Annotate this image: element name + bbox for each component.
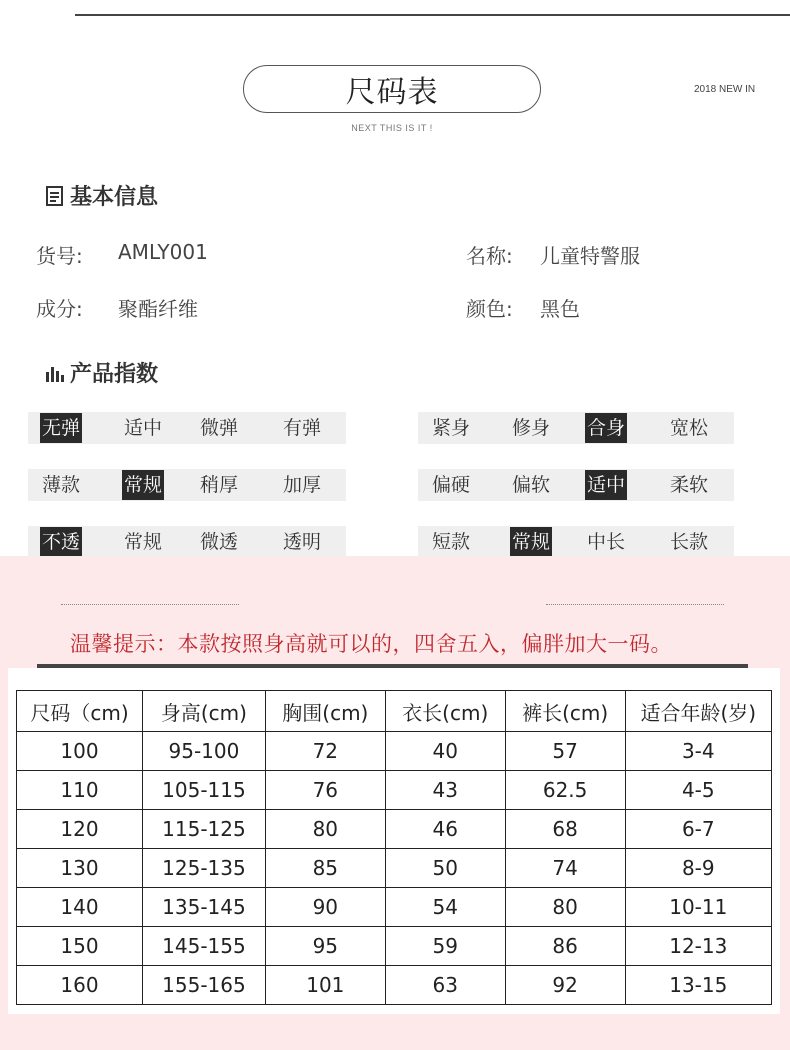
- cell-height: 145-155: [143, 927, 266, 966]
- cell-top-length: 63: [385, 966, 505, 1005]
- cell-size: 100: [17, 732, 143, 771]
- chip-stretch-medium: 适中: [124, 417, 163, 439]
- item-number-value: AMLY001: [118, 240, 208, 264]
- document-icon: [44, 185, 66, 207]
- basic-info-title: 基本信息: [70, 185, 159, 210]
- table-body: [17, 732, 772, 1005]
- cell-height: 105-115: [143, 771, 266, 810]
- header-top-length: 衣长(cm): [385, 691, 505, 732]
- table-row: [17, 927, 772, 966]
- product-index-heading: [44, 357, 158, 388]
- chip-length-short: 短款: [432, 531, 471, 553]
- basic-info-heading: [44, 180, 158, 211]
- chip-opacity-sheer: 透明: [283, 531, 322, 553]
- header-age: 适合年龄(岁): [625, 691, 771, 732]
- top-divider: [75, 14, 790, 16]
- header-height: 身高(cm): [143, 691, 266, 732]
- cell-age: 8-9: [625, 849, 771, 888]
- cell-top-length: 40: [385, 732, 505, 771]
- table-row: [17, 966, 772, 1005]
- cell-size: 140: [17, 888, 143, 927]
- cell-top-length: 59: [385, 927, 505, 966]
- chip-thickness-thick: 加厚: [283, 474, 322, 496]
- header-chest: 胸围(cm): [265, 691, 385, 732]
- cell-pant-length: 62.5: [505, 771, 625, 810]
- table-header-row: [17, 691, 772, 732]
- cell-age: 10-11: [625, 888, 771, 927]
- size-tip: 温馨提示：本款按照身高就可以的，四舍五入，偏胖加大一码。: [70, 632, 672, 656]
- chip-texture-medium: 适中: [585, 470, 627, 500]
- cell-height: 155-165: [143, 966, 266, 1005]
- color-label: 颜色:: [466, 297, 513, 321]
- chip-opacity-opaque: 不透: [40, 527, 82, 557]
- chip-length-long: 长款: [670, 531, 709, 553]
- cell-pant-length: 57: [505, 732, 625, 771]
- header-size: 尺码（cm): [17, 691, 143, 732]
- chip-length-medium: 中长: [587, 531, 626, 553]
- cell-age: 3-4: [625, 732, 771, 771]
- color-value: 黑色: [540, 297, 580, 321]
- table-row: [17, 888, 772, 927]
- chip-thickness-thicker: 稍厚: [200, 474, 239, 496]
- chip-stretch-slight: 微弹: [200, 417, 239, 439]
- chip-fit-regular: 合身: [585, 413, 627, 443]
- product-name-value: 儿童特警服: [540, 244, 640, 268]
- cell-top-length: 54: [385, 888, 505, 927]
- new-in-badge: 2018 NEW IN: [694, 84, 756, 95]
- cell-chest: 95: [265, 927, 385, 966]
- cell-top-length: 50: [385, 849, 505, 888]
- item-number-label: 货号:: [36, 244, 83, 268]
- title-subtitle: NEXT THIS IS IT !: [351, 123, 433, 133]
- header-pant-length: 裤长(cm): [505, 691, 625, 732]
- cell-height: 125-135: [143, 849, 266, 888]
- material-value: 聚酯纤维: [118, 297, 198, 321]
- cell-height: 135-145: [143, 888, 266, 927]
- product-name-label: 名称:: [466, 244, 513, 268]
- cell-top-length: 43: [385, 771, 505, 810]
- cell-age: 12-13: [625, 927, 771, 966]
- cell-pant-length: 80: [505, 888, 625, 927]
- title-banner: [243, 65, 541, 113]
- chip-stretch-none: 无弹: [40, 413, 82, 443]
- cell-pant-length: 86: [505, 927, 625, 966]
- cell-size: 130: [17, 849, 143, 888]
- left-dotted-divider: [61, 604, 239, 605]
- chip-stretch-high: 有弹: [283, 417, 322, 439]
- cell-chest: 101: [265, 966, 385, 1005]
- right-dotted-divider: [546, 604, 724, 605]
- cell-pant-length: 68: [505, 810, 625, 849]
- cell-pant-length: 92: [505, 966, 625, 1005]
- cell-chest: 76: [265, 771, 385, 810]
- cell-chest: 72: [265, 732, 385, 771]
- cell-age: 4-5: [625, 771, 771, 810]
- cell-size: 120: [17, 810, 143, 849]
- chip-fit-slim: 修身: [512, 417, 551, 439]
- cell-size: 110: [17, 771, 143, 810]
- bar-chart-icon: [44, 362, 66, 384]
- chip-texture-soft: 偏软: [512, 474, 551, 496]
- chip-fit-tight: 紧身: [432, 417, 471, 439]
- chip-length-regular: 常规: [510, 527, 552, 557]
- chip-texture-hard: 偏硬: [432, 474, 471, 496]
- cell-size: 160: [17, 966, 143, 1005]
- chip-opacity-slight: 微透: [200, 531, 239, 553]
- cell-age: 6-7: [625, 810, 771, 849]
- page-title: 尺码表: [345, 75, 439, 110]
- chip-texture-supple: 柔软: [670, 474, 709, 496]
- table-row: [17, 849, 772, 888]
- cell-age: 13-15: [625, 966, 771, 1005]
- cell-height: 95-100: [143, 732, 266, 771]
- cell-chest: 80: [265, 810, 385, 849]
- cell-top-length: 46: [385, 810, 505, 849]
- cell-chest: 85: [265, 849, 385, 888]
- size-table: [16, 690, 772, 1005]
- cell-pant-length: 74: [505, 849, 625, 888]
- table-row: [17, 732, 772, 771]
- table-row: [17, 771, 772, 810]
- chip-opacity-regular: 常规: [124, 531, 163, 553]
- cell-size: 150: [17, 927, 143, 966]
- chip-thickness-regular: 常规: [122, 470, 164, 500]
- table-row: [17, 810, 772, 849]
- product-index-title: 产品指数: [70, 362, 159, 387]
- chip-fit-loose: 宽松: [670, 417, 709, 439]
- cell-height: 115-125: [143, 810, 266, 849]
- material-label: 成分:: [36, 297, 83, 321]
- chip-thickness-thin: 薄款: [42, 474, 81, 496]
- cell-chest: 90: [265, 888, 385, 927]
